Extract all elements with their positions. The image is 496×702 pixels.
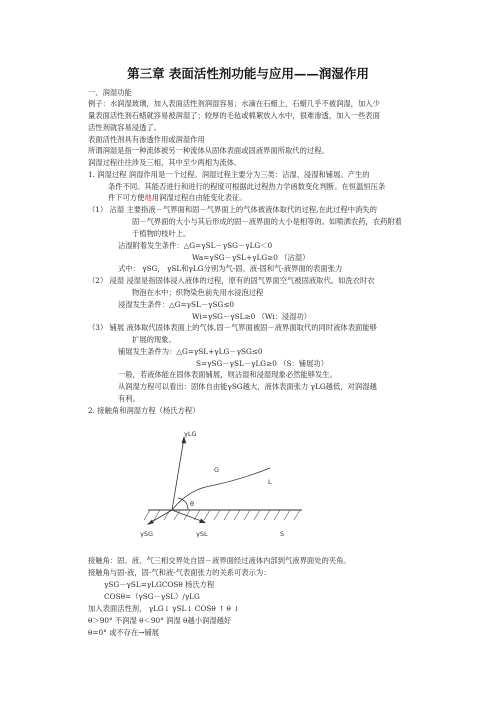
surface-hatching (144, 510, 300, 520)
text-line: 表面活性剂具有渗透作用或润湿作用 (88, 135, 205, 144)
text-fragment: 件下可方便 (108, 193, 145, 202)
text-fragment: 用润湿过程自由能变化表征。 (151, 193, 247, 202)
formula-line: 铺展发生条件为：△G=γSL+γLG－γSG≤0 (118, 347, 263, 356)
text-line: 从润湿方程可以看出：固体自由能γSG越大，液体表面张力 γLG越低，对润湿越 (118, 382, 377, 391)
formula-line: 浸湿发生条件：△G=γSL－γSG≤0 (118, 300, 235, 309)
text-line: 活性剂就容易浸透了。 (88, 123, 161, 132)
text-line: 固－气界面的大小与其后形成的固－液界面的大小是相等的。如喷洒农药，农药附着 (132, 217, 402, 226)
label-liquid: L (268, 478, 272, 486)
label-theta: θ (190, 500, 194, 508)
arrowhead-icon (147, 520, 154, 526)
contact-angle-diagram (140, 428, 310, 543)
text-line: 例子：水润湿玻璃，加入表面活性剂润湿容易；水滴在石蜡上，石蜡几乎不被润湿，加入少 (88, 99, 380, 108)
formula-line: γSG－γSL=γLGCOSθ 杨氏方程 (104, 580, 215, 589)
text-line: θ=0° 或不存在→铺展 (88, 628, 160, 637)
text-line: （2） 浸湿 浸湿是指固体浸入液体的过程，原有的固气界面空气被固液取代。如洗衣时衣 (88, 276, 375, 285)
label-gamma-sg: γSG (140, 530, 154, 538)
arrowhead-icon (199, 519, 206, 524)
text-line: 所谓润湿是指一种流体被另一种流体从固体表面或固液界面所取代的过程。 (88, 146, 329, 155)
text-line: 扩展的现象。 (132, 335, 176, 344)
text-line: （1） 沾湿 主要指液－气界面和固－气界面上的气体被液体取代的过程,在此过程中消失的 (88, 205, 377, 214)
text-line: 有利。 (118, 394, 140, 403)
highlighted-word: 地 (144, 193, 152, 202)
label-gamma-sl: γSL (196, 530, 208, 538)
formula-line: COSθ=（γSG－γSL）/γLG (104, 592, 200, 601)
formula-line: S=γSG－γSL－γLG≥0 （S：铺展功） (196, 359, 328, 368)
text-line: 加入表面活性剂， γLG↓ γSL↓ COSθ ↑ θ ↓ (88, 604, 240, 613)
page-title: 第三章 表面活性剂功能与应用——润湿作用 (127, 66, 369, 81)
label-gamma-lg: γLG (184, 430, 197, 438)
text-line: θ＞90° 不润湿 θ＜90° 润湿 θ越小润湿越好 (88, 616, 232, 625)
label-gas: G (214, 466, 220, 474)
text-line: 1. 润湿过程 润湿作用是一个过程。润湿过程主要分为三类：沾湿、浸湿和铺展。产生的 (88, 170, 370, 179)
text-line: 条件不同。其能否进行和进行的程度可根据此过程热力学函数变化判断。在恒温恒压条 (108, 182, 386, 191)
theta-arc (178, 498, 188, 510)
formula-line: Wa=γSG－γSL+γLG≥0 （沾湿） (192, 253, 310, 262)
text-line: 润湿过程往往涉及三相，其中至少两相为流体。 (88, 158, 242, 167)
section-heading: 一、润湿功能 (88, 88, 132, 97)
text-line: （3） 铺展 液体取代固体表面上的气体,固－气界面被固－液界面取代的同时液体表面能够 (88, 323, 377, 332)
text-line: 物泡在水中；织物染色前先用水浸泡过程 (132, 288, 264, 297)
formula-line: 沾湿附着发生条件：△G=γSL－γSG－γLG＜0 (118, 241, 273, 250)
text-line-with-highlight (108, 193, 247, 203)
text-line: 式中： γSG， γSL和γLG分别为气-固、液-固和气-液界面的表面张力 (118, 264, 343, 273)
text-line: 量表面活性剂石蜡就容易被润湿了；较厚的毛毡或棉絮放入水中，很难渗透，加入一些表面 (88, 111, 380, 120)
text-line: 接触角：固、液、气三相交界处自固－液界面经过液体内部到气液界面处的夹角。 (88, 556, 351, 565)
text-line: 于植物的枝叶上。 (132, 229, 191, 238)
label-solid: S (280, 530, 285, 538)
section-heading: 2. 接触角和润湿方程（杨氏方程） (88, 406, 200, 415)
text-line: 一般，若液体能在固体表面铺展，则沾湿和浸湿现象必然能够发生。 (118, 370, 337, 379)
text-line: 接触角与固-液，固-气和液-气表面张力的关系可表示为： (88, 568, 271, 577)
formula-line: Wi=γSG－γSL≥0 （Wi：浸湿功） (192, 312, 312, 321)
